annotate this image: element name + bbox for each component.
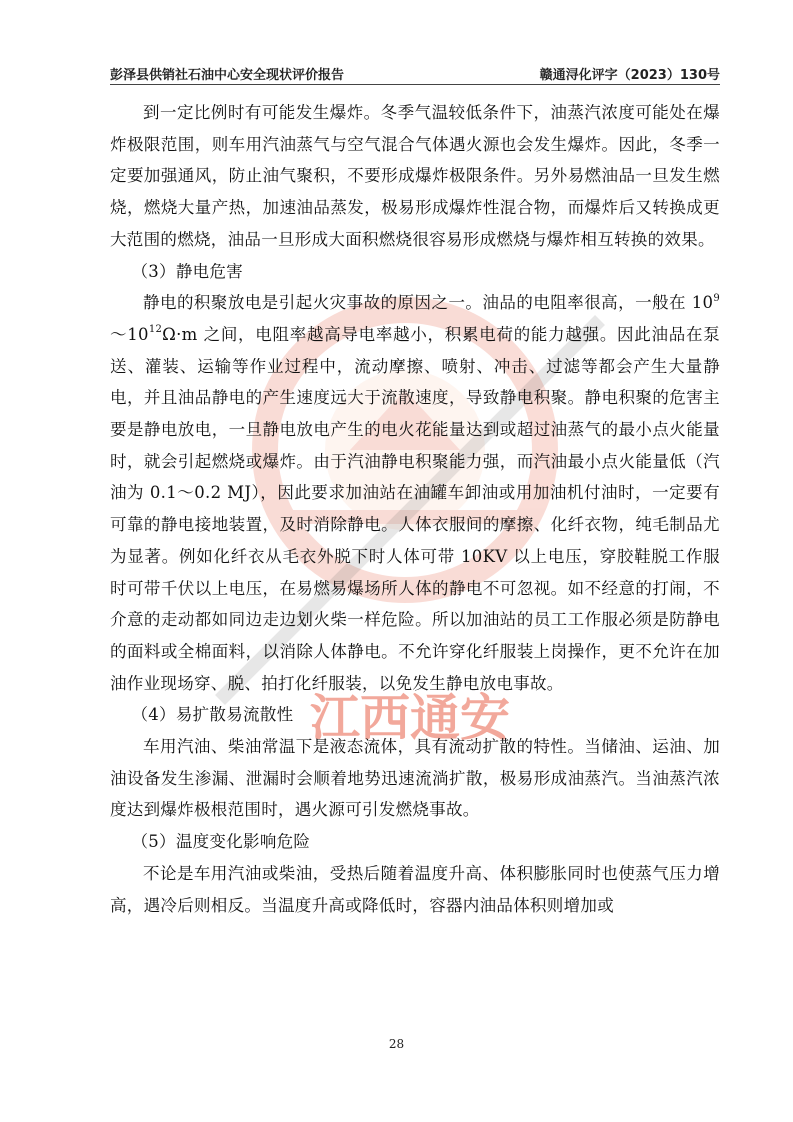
paragraph-text: Ω·m 之间，电阻率越高导电率越小，积累电荷的能力越强。因此油品在泵送、灌装、运输等作业过程中，流动摩擦、喷射、冲击、过滤等都会产生大量静电，并且油品静电的产生速度远大于流散速度，导致静电积聚。静电积聚的危害主要是静电放电，一旦静电放电产生的电火花能量达到或超过油蒸气的最小点火能量时，就会引起燃烧或爆炸。由于汽油静电积聚能力强，而汽油最小点火能量低（汽油为 0.1～0.2 MJ），因此要求加油站在油罐车卸油或用加油机付油时，一定要有可靠的静电接地装置，及时消除静电。人体衣服间的摩擦、化纤衣物，纯毛制品尤为显著。例如化纤衣从毛衣外脱下时人体可带 10KV 以上电压，穿胶鞋脱工作服时可带千伏以上电压，在易燃易爆场所人体的静电不可忽视。如不经意的打闹，不介意的走动都如同边走边划火柴一样危险。所以加油站的员工工作服必须是防静电的面料或全棉面料，以消除人体静电。不允许穿化纤服装上岗操作，更不允许在加油作业现场穿、脱、拍打化纤服装，以免发生静电放电事故。	[110, 324, 720, 693]
section-heading: （5）温度变化影响危险	[131, 832, 311, 852]
paragraph: 不论是车用汽油或柴油，受热后随着温度升高、体积膨胀同时也使蒸气压力增高，遇冷后则相反。当温度升高或降低时，容器内油品体积则增加或	[110, 863, 720, 915]
paragraph: 到一定比例时有可能发生爆炸。冬季气温较低条件下，油蒸汽浓度可能处在爆炸极限范围，则车用汽油蒸气与空气混合气体遇火源也会发生爆炸。因此，冬季一定要加强通风，防止油气聚积，不要形成爆炸极限条件。另外易燃油品一旦发生燃烧，燃烧大量产热，加速油品蒸发，极易形成爆炸性混合物，而爆炸后又转换成更大范围的燃烧，油品一旦形成大面积燃烧很容易形成燃烧与爆炸相互转换的效果。	[110, 103, 720, 249]
report-number: 赣通浔化评字（2023）130号	[539, 68, 720, 83]
exponent: 12	[148, 324, 163, 336]
paragraph	[110, 287, 720, 699]
paragraph-text: 静电的积聚放电是引起火灾事故的原因之一。油品的电阻率很高，一般在 10	[143, 293, 714, 313]
page-header	[110, 64, 720, 86]
section-heading: （4）易扩散易流散性	[131, 705, 294, 725]
paragraph-text: ～10	[110, 324, 149, 344]
page-number: 28	[388, 1037, 405, 1051]
section-heading: （3）静电危害	[131, 261, 244, 281]
header-divider	[110, 84, 720, 85]
document-body	[110, 97, 720, 921]
paragraph: 车用汽油、柴油常温下是液态流体，具有流动扩散的特性。当储油、运油、加油设备发生渗漏、泄漏时会顺着地势迅速流淌扩散，极易形成油蒸汽。当油蒸汽浓度达到爆炸极根范围时，遇火源可引发燃烧事故。	[110, 737, 720, 820]
exponent: 9	[713, 292, 720, 304]
report-title: 彭泽县供销社石油中心安全现状评价报告	[110, 68, 345, 83]
watermark-text: 江西通安	[310, 689, 510, 747]
